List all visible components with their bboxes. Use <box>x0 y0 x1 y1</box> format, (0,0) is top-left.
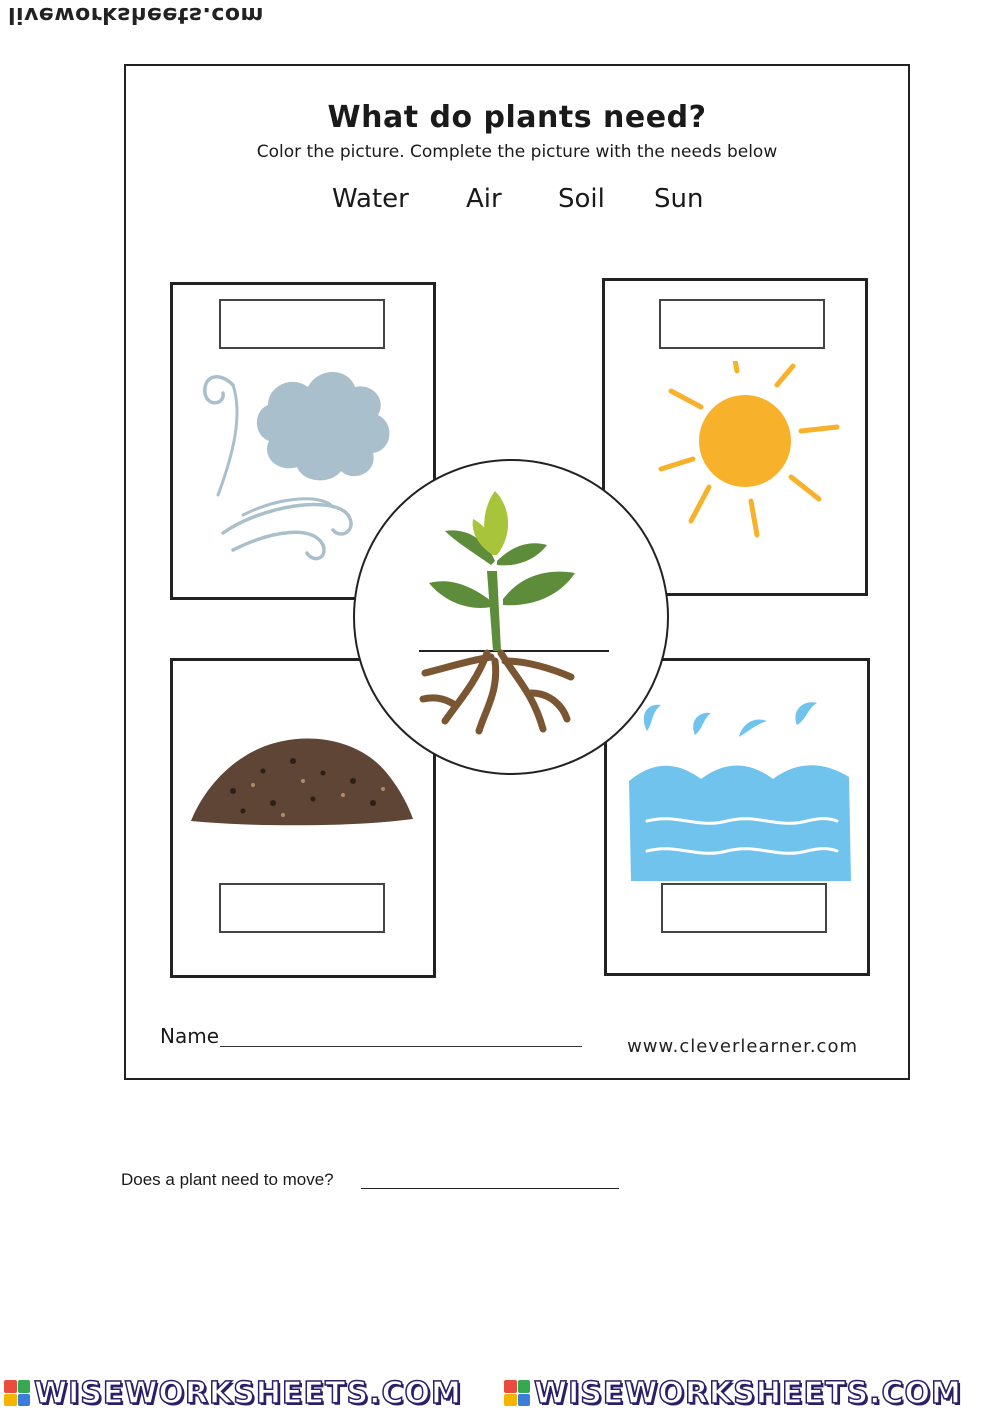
answer-box-air[interactable] <box>219 299 385 349</box>
question-text: Does a plant need to move? <box>121 1170 334 1189</box>
word-sun: Sun <box>654 184 704 214</box>
answer-line[interactable] <box>361 1188 619 1189</box>
word-soil: Soil <box>558 184 605 214</box>
plant-circle <box>353 459 669 775</box>
answer-box-sun[interactable] <box>659 299 825 349</box>
wise-logo-icon <box>4 1380 30 1406</box>
answer-box-water[interactable] <box>661 883 827 933</box>
wise-logo-icon <box>504 1380 530 1406</box>
footer-brand-left: WISEWORKSHEETS.COM <box>34 1375 462 1411</box>
worksheet-title: What do plants need? <box>327 100 707 135</box>
word-bank <box>332 184 712 218</box>
answer-box-soil[interactable] <box>219 883 385 933</box>
name-label: Name <box>160 1024 220 1048</box>
plant-icon <box>355 461 667 773</box>
name-line[interactable] <box>220 1046 582 1047</box>
worksheet <box>124 64 910 1080</box>
word-water: Water <box>332 184 409 214</box>
footer-logo-right <box>504 1376 962 1410</box>
liveworksheets-watermark: liveworksheets.com <box>8 2 264 27</box>
footer-logo-left <box>4 1376 462 1410</box>
name-field <box>160 1024 590 1054</box>
footer-brand-right: WISEWORKSHEETS.COM <box>534 1375 962 1411</box>
worksheet-instructions: Color the picture. Complete the picture with the needs below <box>256 142 778 162</box>
word-air: Air <box>466 184 502 214</box>
footer-banner <box>0 1376 1000 1410</box>
website-credit: www.cleverlearner.com <box>627 1036 858 1057</box>
